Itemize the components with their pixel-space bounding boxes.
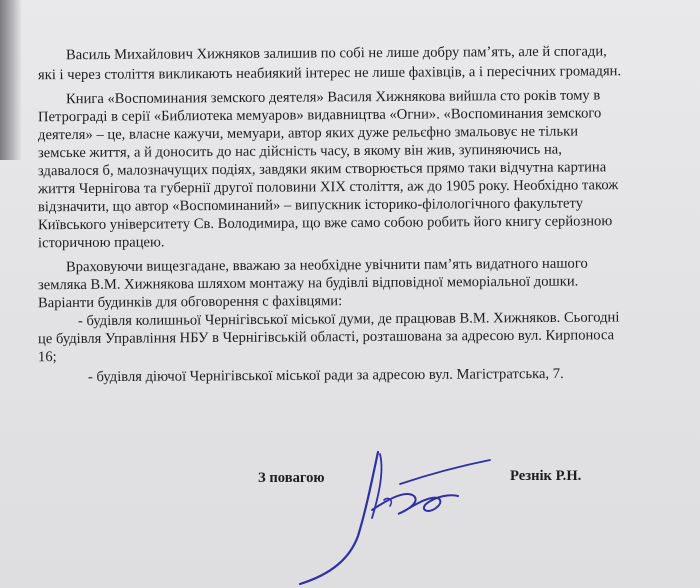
option-2-line-1: - будівля діючої Чернігівської міської ради за адресою вул. Магістратська, 7. xyxy=(87,365,564,386)
signer-name: Резнік Р.Н. xyxy=(510,468,582,484)
paragraph-2-line-2: Петрограді в серії «Библиотека мемуаров» видавництва «Огни». «Воспоминания земского xyxy=(37,105,602,126)
paragraph-2-line-1: Книга «Воспоминания земского деятеля» Василя Хижнякова вийшла сто років тому в xyxy=(65,87,601,108)
paragraph-3-line-2: земляка В.М. Хижнякова шляхом монтажу на будівлі відповідної меморіальної дошки. xyxy=(37,273,579,294)
paragraph-2-line-9: історичною працею. xyxy=(37,234,165,252)
option-1-line-2: це будівля Управління НБУ в Чернігівській області, розташована за адресою вул. Кирпоноса xyxy=(37,327,615,348)
handwritten-signature xyxy=(280,440,500,588)
paragraph-2-line-6: життя Чернігова та губернії другої половини XIX століття, аж до 1905 року. Необхідно також xyxy=(37,177,619,198)
paragraph-2-line-8: Київського університету Св. Володимира, що вже само собою робить його книгу серйозною xyxy=(37,213,613,234)
option-1-line-3: 16; xyxy=(37,349,57,366)
option-1-line-1: - будівля колишньої Чернігівської міської думи, де працював В.М. Хижняков. Сьогодні xyxy=(77,309,620,330)
paragraph-3-line-1: Враховуючи вищезгадане, вважаю за необхідне увічнити пам’ять видатного нашого xyxy=(65,255,588,276)
paragraph-2-line-3: деятеля» – це, власне кажучи, мемуари, автор яких дуже рельєфно змальовує не тільки xyxy=(37,123,579,144)
paragraph-1-line-2: які і через століття викликають неабиякий інтерес не лише фахівців, а і пересічних громадян. xyxy=(37,63,622,84)
paragraph-1-line-1: Василь Михайлович Хижняков залишив по собі не лише добру пам’ять, але й спогади, xyxy=(65,43,607,64)
paragraph-2-line-5: здавалося б, малозначущих подіях, завдяки яким створюється прямо таки відчутна картина xyxy=(37,159,607,180)
paragraph-2-line-7: відзначити, що автор «Воспоминаний» – випускник історико-філологічного факультету xyxy=(37,195,584,216)
closing-salutation: З повагою xyxy=(258,470,325,486)
paragraph-3-line-3: Варіанти будинків для обговорення с фахівцями: xyxy=(37,293,343,312)
paragraph-2-line-4: земське життя, а й доносить до нас дійсність часу, в якому він жив, зупиняючись на, xyxy=(37,141,562,162)
